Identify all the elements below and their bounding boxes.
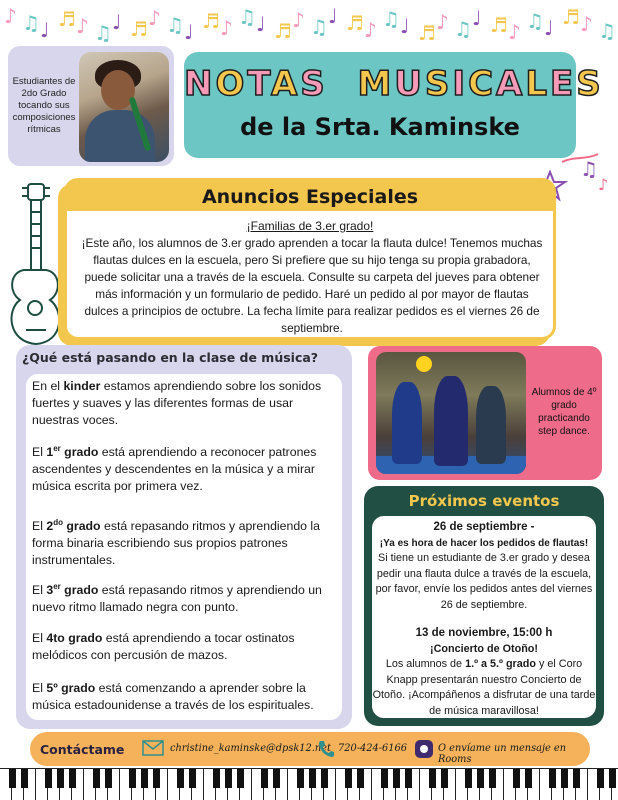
grade-update: El 3er grado está repasando ritmos y aprendiendo un nuevo ritmo llamado negra con punto. xyxy=(32,582,322,615)
piano-keys-border xyxy=(0,768,618,800)
student-photo-card xyxy=(8,46,174,166)
music-note-icon: ♩ xyxy=(112,10,122,34)
music-note-icon: ♫ xyxy=(166,13,184,37)
phone-icon xyxy=(318,740,334,758)
newsletter-title-banner xyxy=(184,52,604,158)
grade-update: El 1er grado está aprendiendo a reconocer patrones ascendentes y descendentes en la música y a mirar música escrita por primera vez. xyxy=(32,444,317,494)
music-note-icon: ♬ xyxy=(130,17,148,41)
grade-update: En el kinder estamos aprendiendo sobre los sonidos fuertes y suaves y las diferentes formas de usar nuestras voces. xyxy=(32,379,322,427)
music-note-icon: ♫ xyxy=(94,21,112,45)
grade-update: El 5º grado está comenzando a aprender sobre la música estadounidense a través de los espirituales. xyxy=(32,681,314,712)
event-date: 26 de septiembre - xyxy=(433,521,535,533)
envelope-icon xyxy=(142,740,164,756)
music-note-icon: ♫ xyxy=(22,11,40,35)
svg-text:♪: ♪ xyxy=(598,175,609,194)
grade-update: El 4to grado está aprendiendo a tocar ostinatos melódicos con percusión de mazos. xyxy=(32,631,295,662)
music-note-icon: ♬ xyxy=(202,9,220,33)
photo-caption: Alumnos de 4º grado practicando step dance. xyxy=(531,387,597,437)
grade-update: El $2^{do}$ grado está repasando ritmos y aprendiendo la forma binaria escribiendo sus propios patrones instrumentales. xyxy=(32,518,320,568)
music-note-icon: ♬ xyxy=(490,13,508,37)
music-note-icon: ♬ xyxy=(562,5,580,29)
music-note-icon: ♩ xyxy=(400,14,410,38)
music-note-icon: ♩ xyxy=(472,6,482,30)
announcements-body: ¡Este año, los alumnos de 3.er grado aprenden a tocar la flauta dulce! Tenemos muchas flautas dulces en la escuela, pero Si prefiere que su hijo tenga su propia grabadora, puede solicitar una a través de la escuela. Consulte su carpeta del jueves para obtener más información y un formulario de pedido. Haré un pedido al por mayor de flautas dulces a principios de octubre. La fecha límite para realizar pedidos es el viernes 26 de septiembre. xyxy=(81,236,543,335)
event-description: Si tiene un estudiante de 3.er grado y desea pedir una flauta dulce a través de la escuela, por favor, envíe los pedidos antes del viernes 26 de septiembre. xyxy=(375,552,593,611)
music-note-icon: ♫ xyxy=(454,17,472,41)
event-headline: ¡Concierto de Otoño! xyxy=(430,642,538,655)
event-fall-concert xyxy=(372,626,596,719)
music-note-icon: ♪ xyxy=(364,18,377,42)
music-note-icon: ♬ xyxy=(274,19,292,43)
music-note-icon: ♫ xyxy=(526,9,544,33)
student-photo xyxy=(79,52,169,162)
music-note-icon: ♫ xyxy=(598,19,616,43)
music-note-icon: ♩ xyxy=(328,4,338,28)
music-note-icon: ♬ xyxy=(418,21,436,45)
special-announcements xyxy=(64,178,556,340)
photo-caption: Estudiantes de 2do Grado tocando sus composiciones rítmicas xyxy=(12,76,76,135)
event-date: 13 de noviembre, 15:00 h xyxy=(415,627,553,639)
music-note-icon: ♪ xyxy=(220,16,233,40)
svg-text:♫: ♫ xyxy=(580,157,598,181)
step-dance-photo-card xyxy=(368,346,602,480)
email-link[interactable]: christine_kaminske@dpsk12.net xyxy=(170,743,331,754)
music-note-icon: ♩ xyxy=(256,12,266,36)
event-flute-orders xyxy=(372,520,596,613)
phone-link[interactable]: 720-424-6166 xyxy=(338,743,407,754)
events-title: Próximos eventos xyxy=(408,492,560,510)
music-note-icon: ♪ xyxy=(580,12,593,36)
announcements-title: Anuncios Especiales xyxy=(67,181,553,211)
music-note-icon: ♪ xyxy=(148,6,161,30)
contact-bar xyxy=(30,732,590,766)
music-note-icon: ♪ xyxy=(436,10,449,34)
event-headline: ¡Ya es hora de hacer los pedidos de flautas! xyxy=(379,537,589,549)
music-note-icon: ♫ xyxy=(382,7,400,31)
music-note-icon: ♩ xyxy=(40,18,50,42)
music-note-icon: ♩ xyxy=(544,16,554,40)
rooms-icon xyxy=(414,739,434,759)
music-note-icon: ♬ xyxy=(346,11,364,35)
music-note-icon: ♪ xyxy=(4,4,17,28)
music-note-icon: ♬ xyxy=(58,7,76,31)
music-note-icon: ♪ xyxy=(508,20,521,44)
step-dance-photo xyxy=(376,352,526,474)
announcements-heading: ¡Familias de 3.er grado! xyxy=(246,219,374,233)
music-note-icon: ♫ xyxy=(310,15,328,39)
ukulele-icon xyxy=(4,180,62,350)
music-class-title: ¿Qué está pasando en la clase de música? xyxy=(22,350,319,365)
newsletter-title: NOTAS MUSICALES xyxy=(184,64,604,104)
music-note-icon: ♩ xyxy=(184,20,194,44)
contact-label: Contáctame xyxy=(40,742,125,757)
music-note-icon: ♪ xyxy=(76,14,89,38)
music-note-icon: ♫ xyxy=(238,5,256,29)
rooms-message-link[interactable]: O envíame un mensaje en Rooms xyxy=(438,743,567,765)
newsletter-subtitle: de la Srta. Kaminske xyxy=(240,113,520,141)
music-note-icon: ♪ xyxy=(292,8,305,32)
music-notes-border xyxy=(0,0,618,48)
event-description: Los alumnos de 1.º a 5.º grado y el Coro Knapp presentarán nuestro Concierto de Otoño. ¡Acompáñenos a disfrutar de una tarde de música maravillosa! xyxy=(372,658,596,717)
